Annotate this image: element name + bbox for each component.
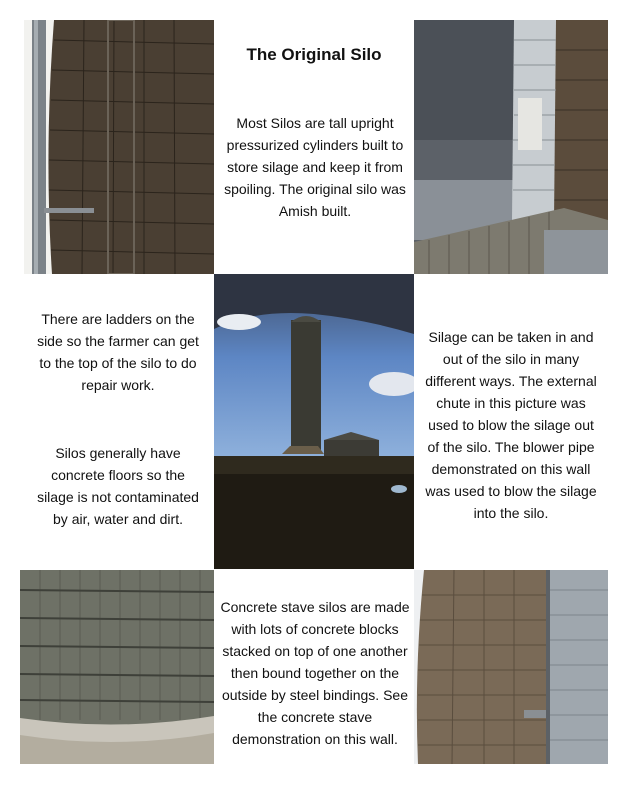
- floors-text: Silos generally have concrete floors so the silage is not contaminated by air, water and dirt.: [37, 445, 199, 527]
- photo-concrete-base: [20, 570, 214, 764]
- photo-silo-ladder: [24, 20, 214, 274]
- page-title: The Original Silo: [246, 45, 382, 64]
- ladders-text: There are ladders on the side so the farmer can get to the top of the silo to do repair work.: [37, 311, 199, 393]
- concrete-text: Concrete stave silos are made with lots of concrete blocks stacked on top of one another then bound together on the outside by steel bindings. See the concrete stave demonstration on this wall.: [220, 599, 410, 747]
- silage-text: Silage can be taken in and out of the silo in many different ways. The external chute in this picture was used to blow the silage out of the silo. The blower pipe demonstrated on this wall was used to blow the silage into the silo.: [425, 329, 597, 521]
- photo-two-silos: [414, 570, 608, 764]
- photo-silo-chute: [414, 20, 608, 274]
- intro-text: Most Silos are tall upright pressurized cylinders built to store silage and keep it from spoiling. The original silo was Amish built.: [224, 115, 406, 219]
- photo-silo-farm: [214, 274, 414, 569]
